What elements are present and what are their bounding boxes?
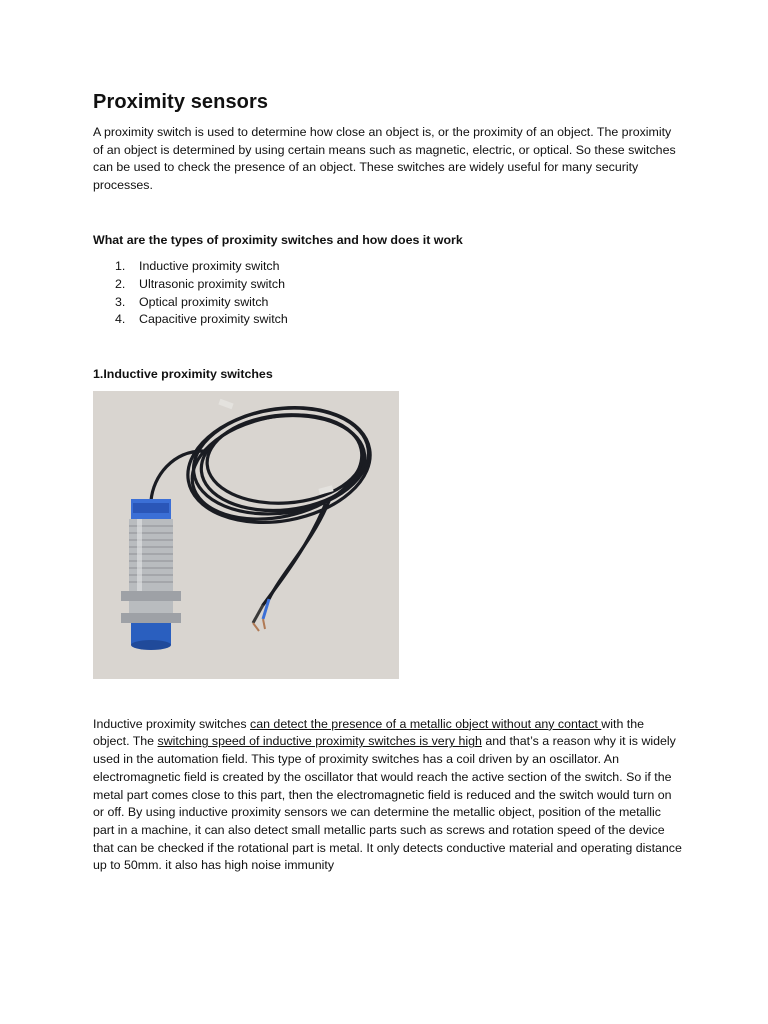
paragraph-text: and that’s a reason why it is widely used in the automation field. This type of proximity switches has a coil driven by an oscillator. An electromagnetic field is created by the oscillator that would reach the active section of the switch. So if the metal part comes close to this part, then the electromagnetic field is reduced and the switch would turn on or off. By using inductive proximity sensors we can determine the metallic object, position of the metallic part in a machine, it can also detect small metallic parts such as screws and rotation speed of the device that can be checked if the rotational part is metal. It only detects conductive material and operating distance up to 50mm. it also has high noise immunity: [93, 734, 682, 873]
inductive-sensor-photo: [93, 391, 399, 679]
list-number: 1.: [115, 259, 126, 274]
list-label: Capacitive proximity switch: [139, 312, 288, 327]
list-number: 3.: [115, 294, 126, 309]
types-heading: What are the types of proximity switches and how does it work: [93, 233, 463, 248]
list-item: [93, 276, 683, 294]
list-item: [93, 258, 683, 276]
list-label: Inductive proximity switch: [139, 259, 280, 274]
list-number: 4.: [115, 312, 126, 327]
sensor-illustration: [93, 391, 399, 679]
intro-paragraph: A proximity switch is used to determine how close an object is, or the proximity of an object. The proximity of an object is determined by using certain means such as magnetic, electric, or optical. So these switches can be used to check the presence of an object. These switches are widely useful for many security processes.: [93, 125, 676, 192]
list-number: 2.: [115, 276, 126, 291]
underlined-text: can detect the presence of a metallic object without any contact: [250, 716, 602, 731]
document-page: [93, 88, 683, 875]
paragraph-text: with the object. The: [93, 716, 644, 749]
list-item: [93, 294, 683, 312]
list-item: [93, 311, 683, 329]
list-label: Ultrasonic proximity switch: [139, 276, 285, 291]
paragraph-text: Inductive proximity switches: [93, 716, 251, 731]
inductive-description: [93, 716, 683, 875]
types-list: [93, 258, 683, 328]
list-label: Optical proximity switch: [139, 294, 269, 309]
underlined-text: switching speed of inductive proximity switches is very high: [157, 734, 482, 749]
section-heading-inductive: 1.Inductive proximity switches: [93, 366, 273, 381]
page-title: Proximity sensors: [93, 91, 269, 113]
